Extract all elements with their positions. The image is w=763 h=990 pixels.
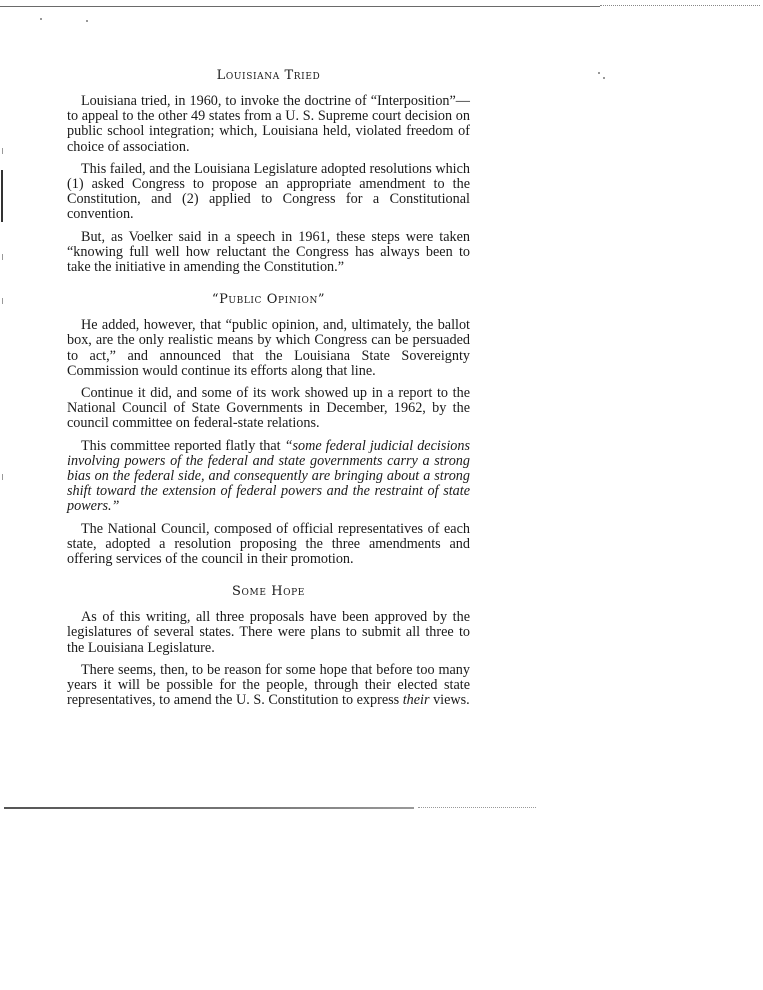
margin-tick bbox=[2, 474, 3, 480]
final-paragraph bbox=[67, 663, 470, 709]
paragraph: As of this writing, all three proposals have been approved by the legislatures of several states. There were plans to submit all three to the Louisiana Legislature. bbox=[67, 609, 470, 656]
paragraph: But, as Voelker said in a speech in 1961, these steps were taken “knowing full well how reluctant the Congress has always been to take the initiative in amending the Constitution.” bbox=[67, 228, 470, 276]
margin-tick bbox=[2, 298, 3, 304]
bottom-rule bbox=[4, 807, 414, 809]
bottom-rule-dots bbox=[418, 807, 536, 808]
quote-paragraph bbox=[67, 439, 470, 515]
scan-speck bbox=[603, 77, 605, 79]
final-text-start: There seems, then, to be reason for some hope that before too many years it will be possible for the people, through their elected state representatives, to amend the U. S. Constitution to express bbox=[67, 661, 470, 709]
top-rule bbox=[0, 6, 600, 7]
margin-tick bbox=[2, 254, 3, 260]
scan-speck bbox=[40, 18, 42, 20]
margin-binding-mark bbox=[1, 170, 3, 222]
top-rule-dots bbox=[600, 5, 760, 6]
margin-tick bbox=[2, 148, 3, 154]
paragraph: Continue it did, and some of its work showed up in a report to the National Council of State Governments in December, 1962, by the council committee on federal-state relations. bbox=[67, 385, 470, 432]
paragraph: This failed, and the Louisiana Legislature adopted resolutions which (1) asked Congress to propose an appropriate amendment to the Constitution, and (2) applied to Congress for a Constitutional convention. bbox=[67, 160, 470, 223]
section-heading-some-hope: Some Hope bbox=[232, 584, 305, 600]
final-text-end: views. bbox=[429, 692, 470, 709]
paragraph: He added, however, that “public opinion, and, ultimately, the ballot box, are the only realistic means by which Congress can be persuaded to act,” and announced that the Louisiana State Sovereignty Commission would continue its efforts along that line. bbox=[67, 317, 470, 379]
paragraph: The National Council, composed of official representatives of each state, adopted a resolution proposing the three amendments and offering services of the council in their promotion. bbox=[67, 520, 470, 568]
scan-speck bbox=[598, 72, 600, 74]
paragraph: Louisiana tried, in 1960, to invoke the doctrine of “Interposition”—to appeal to the other 49 states from a U. S. Supreme court decision on public school integration; which, Louisiana held, violated freedom of choice of association. bbox=[67, 93, 470, 155]
section-heading-public-opinion: “Public Opinion” bbox=[211, 292, 326, 308]
quote-italic-text: “some federal judicial decisions involving powers of the federal and state governments carry a strong bias on the federal side, and consequently are bringing about a strong shift toward the extension of federal powers and the restraint of state powers.” bbox=[67, 437, 470, 515]
quote-intro: This committee reported flatly that bbox=[81, 437, 285, 454]
scan-speck bbox=[86, 20, 88, 22]
final-italic-word: their bbox=[402, 692, 430, 709]
text-column bbox=[67, 68, 470, 716]
section-heading-louisiana-tried: Louisiana Tried bbox=[216, 68, 321, 83]
